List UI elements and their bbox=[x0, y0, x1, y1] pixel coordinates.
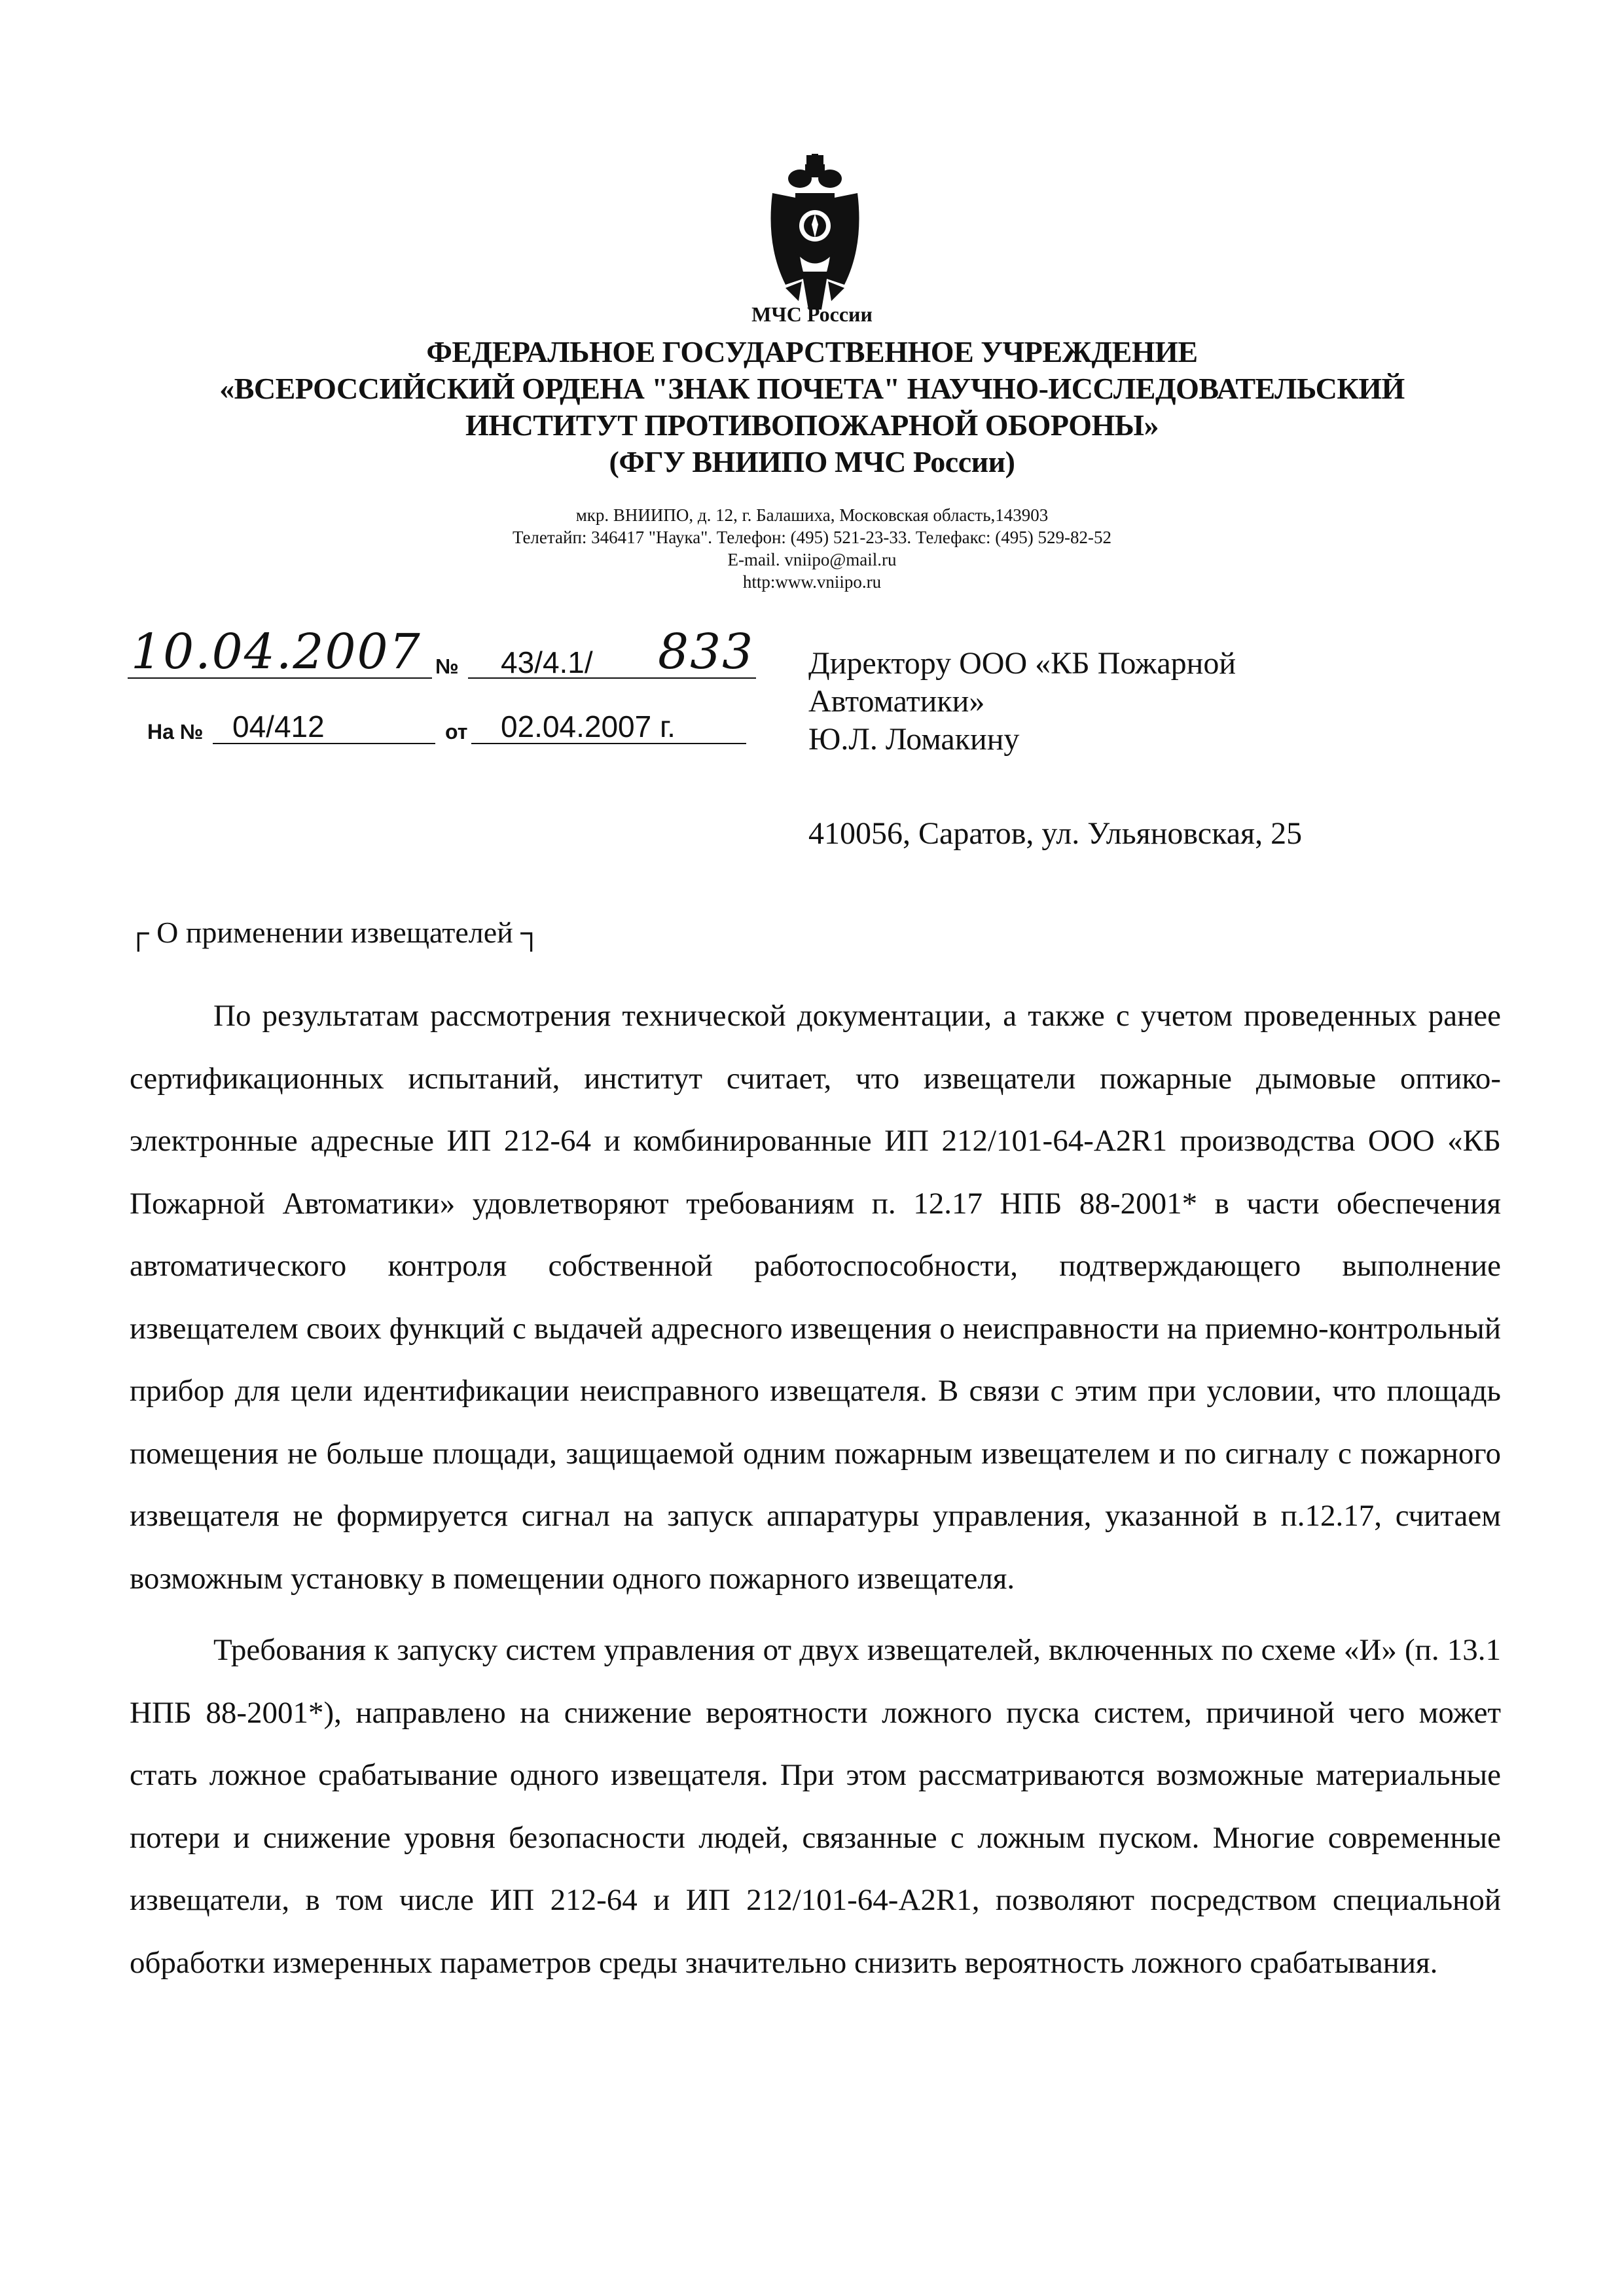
reply-to-number: 04/412 bbox=[232, 709, 325, 744]
subject-line bbox=[128, 915, 542, 950]
handwritten-date: 10.04.2007 bbox=[131, 624, 422, 680]
website-line: http:www.vniipo.ru bbox=[742, 572, 882, 592]
org-line: ФЕДЕРАЛЬНОЕ ГОСУДАРСТВЕННОЕ УЧРЕЖДЕНИЕ bbox=[426, 335, 1198, 368]
reply-to-label: На № bbox=[147, 720, 204, 744]
phone-line: Телетайп: 346417 "Наука". Телефон: (495) 521-23-33. Телефакс: (495) 529-82-52 bbox=[512, 528, 1112, 547]
recipient-line: Автоматики» bbox=[808, 684, 985, 719]
from-label: от bbox=[445, 720, 468, 744]
recipient-name: Ю.Л. Ломакину bbox=[808, 722, 1020, 757]
org-line: (ФГУ ВНИИПО МЧС России) bbox=[609, 445, 1015, 478]
organization-contacts bbox=[0, 504, 1624, 593]
subject-close-mark: ┐ bbox=[520, 916, 542, 949]
registration-block bbox=[128, 624, 756, 769]
organization-name bbox=[0, 334, 1624, 480]
recipient-address: 410056, Саратов, ул. Ульяновская, 25 bbox=[808, 816, 1303, 851]
letter-body bbox=[130, 985, 1501, 1994]
recipient-block bbox=[808, 645, 1302, 853]
postal-address: мкр. ВНИИПО, д. 12, г. Балашиха, Московская область,143903 bbox=[575, 505, 1049, 525]
subject-text: О применении извещателей bbox=[156, 916, 513, 949]
outgoing-number: 43/4.1/ bbox=[501, 645, 593, 679]
reply-to-date: 02.04.2007 г. bbox=[501, 709, 676, 744]
org-line: ИНСТИТУТ ПРОТИВОПОЖАРНОЙ ОБОРОНЫ» bbox=[465, 408, 1159, 442]
subject-open-mark: ┌ bbox=[128, 916, 149, 949]
recipient-line: Директору ООО «КБ Пожарной bbox=[808, 646, 1236, 681]
email-line: E-mail. vniipo@mail.ru bbox=[727, 550, 897, 569]
body-paragraph: Требования к запуску систем управления от двух извещателей, включенных по схеме «И» (п. 13.1 НПБ 88-2001*), направлено на снижение вероятности ложного пуска систем, причиной чего может стать ложное срабатывание одного извещателя. При этом рассматриваются возможные материальные потери и снижение уровня безопасности людей, связанные с ложным пуском. Многие современные извещатели, в том числе ИП 212-64 и ИП 212/101-64-A2R1, позволяют посредством специальной обработки измеренных параметров среды значительно снизить вероятность ложного срабатывания. bbox=[130, 1633, 1501, 1980]
body-paragraph: По результатам рассмотрения технической документации, а также с учетом проведенных ранее сертификационных испытаний, институт считает, что извещатели пожарные дымовые оптико-электронные адресные ИП 212-64 и комбинированные ИП 212/101-64-A2R1 производства ООО «КБ Пожарной Автоматики» удовлетворяют требованиям п. 12.17 НПБ 88-2001* в части обеспечения автоматического контроля собственной работоспособности, подтверждающего выполнение извещателем своих функций с выдачей адресного извещения о неисправности на приемно-контрольный прибор для цели идентификации неисправного извещателя. В связи с этим при условии, что площадь помещения не больше площади, защищаемой одним пожарным извещателем и по сигналу с пожарного извещателя не формируется сигнал на запуск аппаратуры управления, указанной в п.12.17, считаем возможным установку в помещении одного пожарного извещателя. bbox=[130, 999, 1501, 1596]
org-line: «ВСЕРОССИЙСКИЙ ОРДЕНА "ЗНАК ПОЧЕТА" НАУЧНО-ИССЛЕДОВАТЕЛЬСКИЙ bbox=[219, 372, 1405, 405]
handwritten-number: 833 bbox=[658, 624, 755, 680]
ministry-caption: МЧС России bbox=[751, 302, 873, 326]
emergency-ministry-emblem-icon bbox=[766, 154, 864, 314]
number-label: № bbox=[435, 655, 459, 678]
